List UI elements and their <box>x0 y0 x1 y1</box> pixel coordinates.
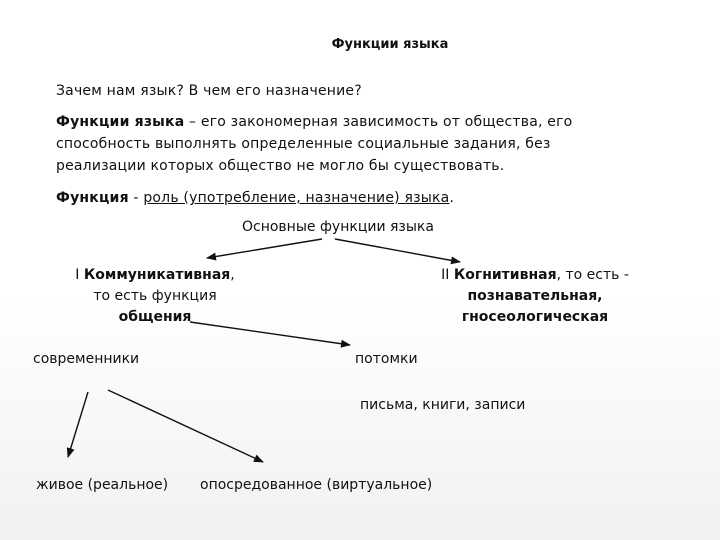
live-communication-label: живое (реальное) <box>36 477 169 493</box>
cognitive-line3: гносеологическая <box>461 309 609 325</box>
cognitive-line1: II Когнитивная, то есть - <box>441 267 629 283</box>
function-meaning: роль (употребление, назначение) языка <box>143 190 450 206</box>
communicative-line2: то есть функция <box>93 288 217 304</box>
function-term: Функция <box>56 190 129 206</box>
cognitive-function-node <box>430 265 640 328</box>
arrow-to-cognitive <box>335 239 460 262</box>
definition-text: – его закономерная зависимость от общества, его способность выполнять определенные социальные задания, без реализации которых общество не могло бы существовать. <box>56 114 573 174</box>
writings-label: письма, книги, записи <box>360 397 526 413</box>
slide-title: Функции языка <box>331 37 449 52</box>
contemporaries-label: современники <box>33 351 140 367</box>
function-end: . <box>449 190 455 206</box>
communicative-function-node <box>55 265 255 328</box>
definition-term: Функции языка <box>56 114 185 130</box>
function-dash: - <box>128 190 144 206</box>
main-functions-label: Основные функции языка <box>242 219 434 235</box>
question-text: Зачем нам язык? В чем его назначение? <box>56 83 362 99</box>
arrow-to-live <box>68 392 88 457</box>
arrow-to-communicative <box>207 239 322 258</box>
mediated-communication-label: опосредованное (виртуальное) <box>200 477 433 493</box>
descendants-label: потомки <box>355 351 418 367</box>
communicative-line1: I Коммуникативная, <box>75 267 235 283</box>
arrow-to-mediated <box>108 390 263 462</box>
cognitive-line2: познавательная, <box>467 288 603 304</box>
communicative-line3: общения <box>118 309 192 325</box>
